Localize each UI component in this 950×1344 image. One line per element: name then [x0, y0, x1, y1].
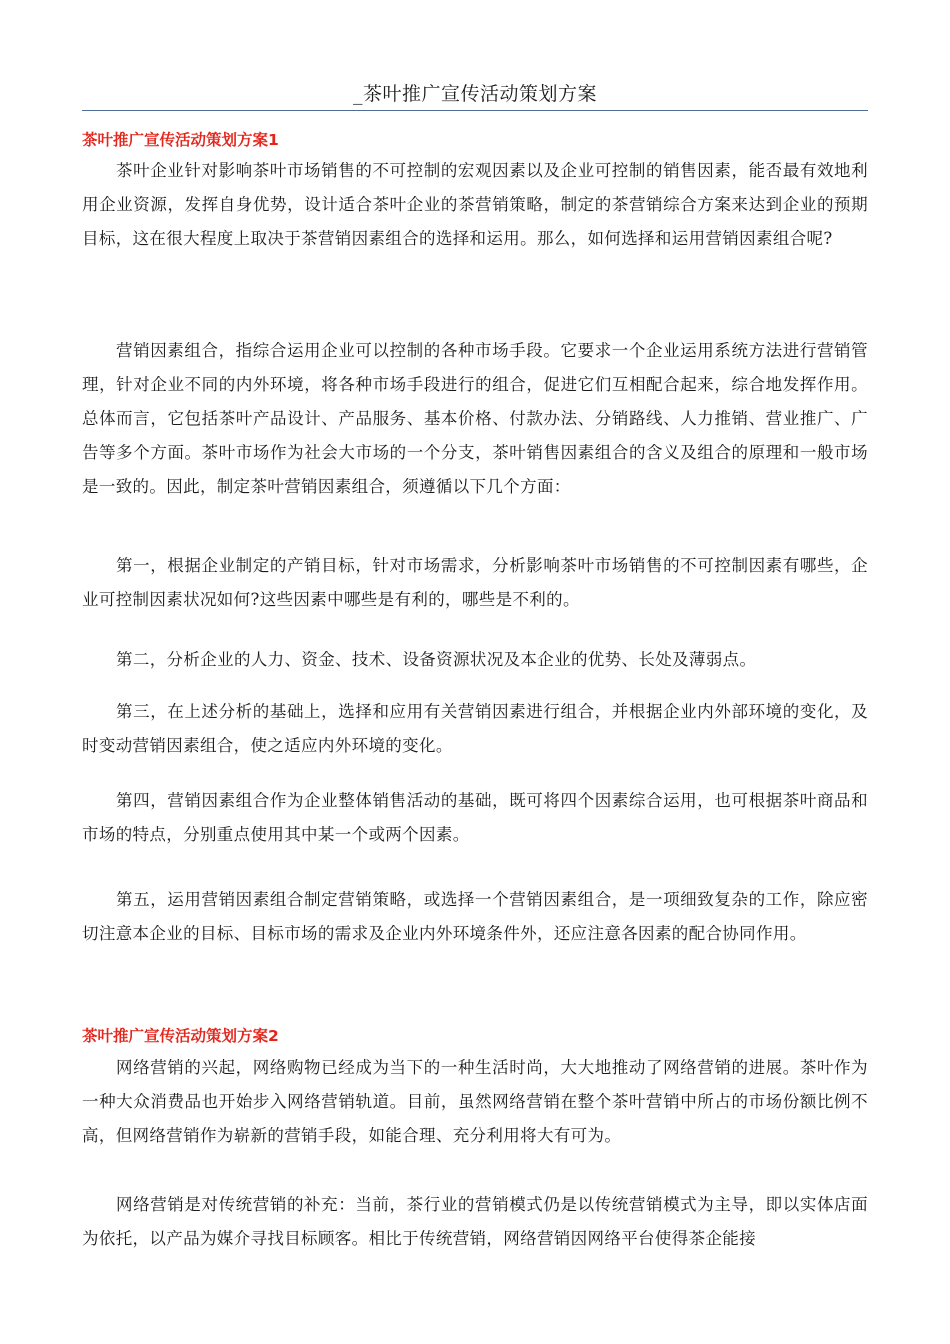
section-1-paragraph-2: 营销因素组合，指综合运用企业可以控制的各种市场手段。它要求一个企业运用系统方法进行营销管理，针对企业不同的内外环境，将各种市场手段进行的组合，促进它们互相配合起来，综合地发挥作用。总体而言，它包括茶叶产品设计、产品服务、基本价格、付款办法、分销路线、人力推销、营业推广、广告等多个方面。茶叶市场作为社会大市场的一个分支，茶叶销售因素组合的含义及组合的原理和一般市场是一致的。因此，制定茶叶营销因素组合，须遵循以下几个方面：: [82, 341, 868, 496]
section-1-paragraph-5: 第三，在上述分析的基础上，选择和应用有关营销因素进行组合，并根据企业内外部环境的变化，及时变动营销因素组合，使之适应内外环境的变化。: [82, 702, 868, 755]
section-1-paragraph-3: 第一，根据企业制定的产销目标，针对市场需求，分析影响茶叶市场销售的不可控制因素有哪些，企业可控制因素状况如何?这些因素中哪些是有利的，哪些是不利的。: [82, 556, 868, 609]
section-title-2: 茶叶推广宣传活动策划方案2: [82, 1027, 279, 1045]
section-1-paragraph-7: 第五，运用营销因素组合制定营销策略，或选择一个营销因素组合，是一项细致复杂的工作，除应密切注意本企业的目标、目标市场的需求及企业内外环境条件外，还应注意各因素的配合协同作用。: [82, 890, 868, 943]
section-2-paragraph-2: 网络营销是对传统营销的补充：当前，茶行业的营销模式仍是以传统营销模式为主导，即以实体店面为依托，以产品为媒介寻找目标顾客。相比于传统营销，网络营销因网络平台使得茶企能接: [82, 1195, 868, 1248]
section-1-paragraph-4: 第二，分析企业的人力、资金、技术、设备资源状况及本企业的优势、长处及薄弱点。: [116, 650, 757, 669]
section-2-paragraph-1: 网络营销的兴起，网络购物已经成为当下的一种生活时尚，大大地推动了网络营销的进展。茶叶作为一种大众消费品也开始步入网络营销轨道。目前，虽然网络营销在整个茶叶营销中所占的市场份额比例不高，但网络营销作为崭新的营销手段，如能合理、充分利用将大有可为。: [82, 1058, 868, 1145]
section-title-1: 茶叶推广宣传活动策划方案1: [82, 131, 279, 149]
section-1-paragraph-1: 茶叶企业针对影响茶叶市场销售的不可控制的宏观因素以及企业可控制的销售因素，能否最有效地利用企业资源，发挥自身优势，设计适合茶叶企业的茶营销策略，制定的茶营销综合方案来达到企业的预期目标，这在很大程度上取决于茶营销因素组合的选择和运用。那么，如何选择和运用营销因素组合呢?: [82, 161, 868, 248]
section-1-paragraph-6: 第四，营销因素组合作为企业整体销售活动的基础，既可将四个因素综合运用，也可根据茶叶商品和市场的特点，分别重点使用其中某一个或两个因素。: [82, 791, 868, 844]
document-header-title: _茶叶推广宣传活动策划方案: [352, 83, 597, 105]
header-divider: [82, 110, 868, 111]
